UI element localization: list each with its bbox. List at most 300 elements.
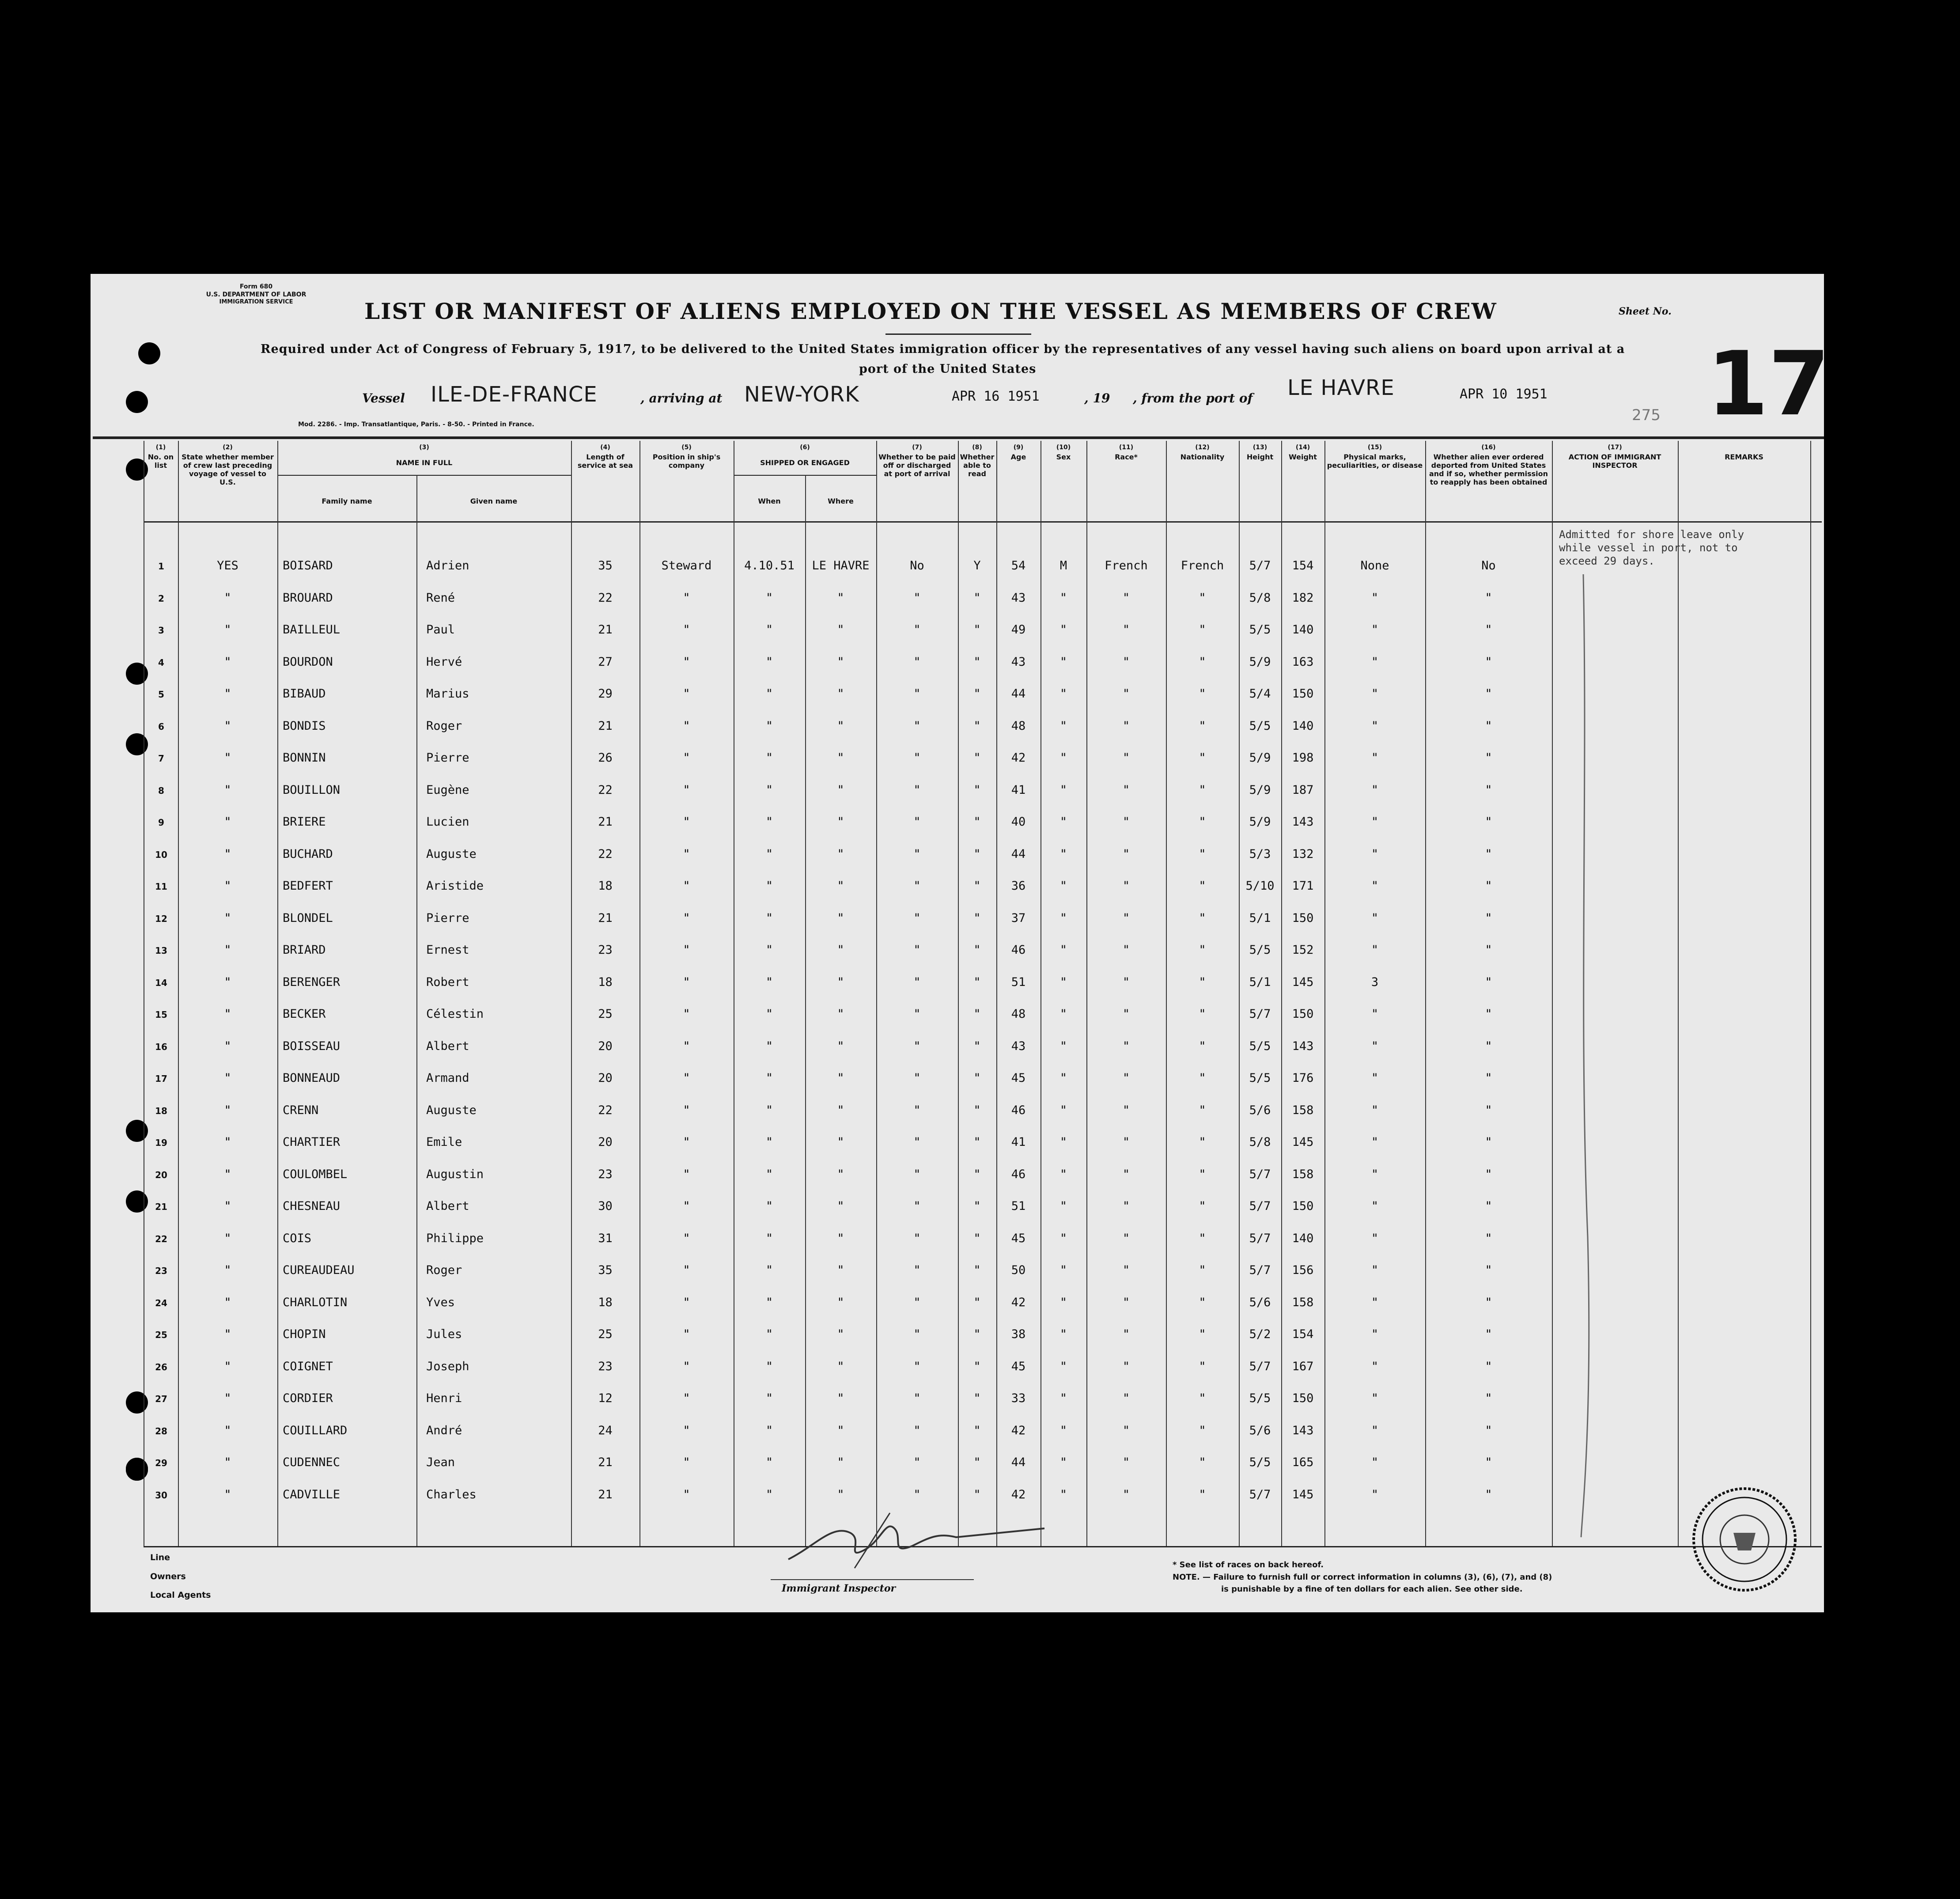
cell-read: ": [973, 1039, 981, 1053]
cell-prev: ": [224, 623, 231, 637]
cell-read: ": [973, 943, 981, 957]
cell-age: 42: [1011, 751, 1026, 765]
cell-race: ": [1122, 1487, 1130, 1501]
cell-deported: ": [1485, 1071, 1492, 1085]
cell-service: 18: [598, 975, 613, 989]
column-header-c12: Nationality: [1180, 453, 1225, 461]
row-number: 15: [155, 1009, 167, 1020]
cell-family: COIS: [283, 1231, 312, 1245]
cell-family: CRENN: [283, 1103, 319, 1117]
cell-sex: ": [1059, 815, 1067, 829]
cell-deported: ": [1485, 719, 1492, 733]
cell-nat: ": [1199, 1167, 1206, 1181]
cell-nat: ": [1199, 751, 1206, 765]
cell-sex: ": [1059, 1359, 1067, 1373]
column-header-c8: Whether able to read: [960, 453, 995, 478]
cell-position: ": [683, 1103, 690, 1117]
cell-where: ": [837, 1167, 844, 1181]
cell-where: ": [837, 719, 844, 733]
column-number-c12: (12): [1195, 444, 1210, 451]
cell-prev: ": [224, 783, 231, 797]
cell-when: ": [765, 1007, 773, 1021]
cell-height: 5/5: [1249, 1039, 1271, 1053]
cell-height: 5/9: [1249, 655, 1271, 669]
cell-when: ": [765, 1295, 773, 1309]
row-number: 6: [158, 721, 164, 732]
cell-paid: ": [913, 1231, 921, 1245]
cell-prev: ": [224, 655, 231, 669]
cell-when: ": [765, 1263, 773, 1277]
column-line: [639, 441, 640, 1546]
cell-nat: ": [1199, 879, 1206, 893]
cell-position: Steward: [661, 559, 712, 572]
cell-deported: ": [1485, 1167, 1492, 1181]
cell-nat: ": [1199, 1423, 1206, 1437]
cell-race: ": [1122, 591, 1130, 605]
cell-age: 40: [1011, 815, 1026, 829]
cell-read: ": [973, 1359, 981, 1373]
cell-nat: French: [1181, 559, 1224, 572]
cell-height: 5/4: [1249, 687, 1271, 701]
cell-nat: ": [1199, 1071, 1206, 1085]
cell-where: ": [837, 815, 844, 829]
underline-title: [885, 334, 1031, 335]
row-number: 3: [158, 625, 164, 636]
cell-read: ": [973, 1327, 981, 1341]
cell-given: Pierre: [426, 751, 469, 765]
cell-read: ": [973, 975, 981, 989]
cell-sex: ": [1059, 1327, 1067, 1341]
cell-given: Albert: [426, 1039, 469, 1053]
cell-race: ": [1122, 1199, 1130, 1213]
cell-height: 5/7: [1249, 1199, 1271, 1213]
cell-position: ": [683, 591, 690, 605]
row-number: 1: [158, 561, 164, 572]
cell-age: 37: [1011, 911, 1026, 925]
cell-given: Adrien: [426, 559, 469, 572]
cell-service: 18: [598, 879, 613, 893]
cell-family: CHARTIER: [283, 1135, 341, 1149]
cell-when: ": [765, 1327, 773, 1341]
cell-when: ": [765, 911, 773, 925]
cell-position: ": [683, 1039, 690, 1053]
column-line: [1281, 441, 1282, 1546]
sub-header-rule: [277, 475, 571, 476]
cell-when: ": [765, 591, 773, 605]
cell-family: BONNIN: [283, 751, 326, 765]
cell-family: BLONDEL: [283, 911, 333, 925]
cell-prev: ": [224, 1039, 231, 1053]
cell-weight: 145: [1292, 1135, 1314, 1149]
cell-given: Jules: [426, 1327, 462, 1341]
cell-where: ": [837, 591, 844, 605]
punch-hole: [126, 1391, 148, 1414]
cell-weight: 198: [1292, 751, 1314, 765]
cell-position: ": [683, 1487, 690, 1501]
cell-race: ": [1122, 1263, 1130, 1277]
cell-deported: ": [1485, 1007, 1492, 1021]
cell-nat: ": [1199, 719, 1206, 733]
cell-where: ": [837, 847, 844, 861]
cell-weight: 140: [1292, 1231, 1314, 1245]
cell-where: ": [837, 1327, 844, 1341]
column-number-c5: (5): [681, 444, 692, 451]
cell-paid: ": [913, 687, 921, 701]
cell-height: 5/7: [1249, 1007, 1271, 1021]
cell-position: ": [683, 943, 690, 957]
cell-age: 50: [1011, 1263, 1026, 1277]
cell-age: 44: [1011, 687, 1026, 701]
cell-prev: ": [224, 847, 231, 861]
form-number: Form 680: [239, 283, 273, 290]
cell-nat: ": [1199, 655, 1206, 669]
row-number: 4: [158, 657, 164, 668]
cell-race: ": [1122, 1391, 1130, 1405]
cell-marks: None: [1360, 559, 1389, 572]
cell-deported: ": [1485, 1295, 1492, 1309]
cell-age: 51: [1011, 975, 1026, 989]
cell-when: ": [765, 815, 773, 829]
cell-weight: 163: [1292, 655, 1314, 669]
cell-paid: ": [913, 1295, 921, 1309]
row-number: 9: [158, 817, 164, 828]
column-number-c13: (13): [1252, 444, 1268, 451]
arrival-date: APR 16 1951: [952, 389, 1040, 404]
cell-height: 5/9: [1249, 815, 1271, 829]
cell-weight: 171: [1292, 879, 1314, 893]
cell-service: 25: [598, 1007, 613, 1021]
cell-prev: ": [224, 815, 231, 829]
cell-family: COUILLARD: [283, 1423, 348, 1437]
departure-port: LE HAVRE: [1287, 375, 1395, 400]
cell-paid: ": [913, 1487, 921, 1501]
row-number: 22: [155, 1233, 167, 1244]
column-line: [1425, 441, 1426, 1546]
cell-race: ": [1122, 1135, 1130, 1149]
cell-family: BRIARD: [283, 943, 326, 957]
given-name-header: Given name: [470, 497, 518, 505]
cell-position: ": [683, 879, 690, 893]
cell-family: COULOMBEL: [283, 1167, 348, 1181]
cell-read: ": [973, 911, 981, 925]
cell-given: Jean: [426, 1456, 455, 1469]
column-number-c17: (17): [1608, 444, 1622, 451]
cell-position: ": [683, 1167, 690, 1181]
column-line: [958, 441, 959, 1546]
row-number: 18: [155, 1105, 167, 1116]
cell-marks: ": [1371, 751, 1379, 765]
cell-deported: ": [1485, 879, 1492, 893]
cell-position: ": [683, 751, 690, 765]
cell-read: Y: [973, 559, 981, 572]
row-number: 28: [155, 1425, 167, 1437]
cell-paid: ": [913, 1135, 921, 1149]
cell-marks: ": [1371, 591, 1379, 605]
cell-weight: 154: [1292, 1327, 1314, 1341]
cell-family: CHOPIN: [283, 1327, 326, 1341]
cell-sex: ": [1059, 783, 1067, 797]
cell-deported: ": [1485, 815, 1492, 829]
column-header-c2: State whether member of crew last preceding voyage of vessel to U.S.: [182, 453, 274, 486]
cell-marks: ": [1371, 1295, 1379, 1309]
departure-date: APR 10 1951: [1460, 387, 1548, 402]
cell-family: CUDENNEC: [283, 1456, 341, 1469]
cell-when: ": [765, 623, 773, 637]
cell-marks: ": [1371, 879, 1379, 893]
cell-prev: ": [224, 1167, 231, 1181]
cell-weight: 150: [1292, 687, 1314, 701]
cell-prev: ": [224, 911, 231, 925]
cell-age: 38: [1011, 1327, 1026, 1341]
cell-position: ": [683, 1135, 690, 1149]
cell-paid: ": [913, 1199, 921, 1213]
cell-weight: 145: [1292, 975, 1314, 989]
cell-marks: ": [1371, 1327, 1379, 1341]
cell-marks: ": [1371, 1423, 1379, 1437]
cell-prev: ": [224, 975, 231, 989]
cell-marks: ": [1371, 687, 1379, 701]
cell-service: 21: [598, 623, 613, 637]
note-line2: is punishable by a fine of ten dollars for each alien. See other side.: [1221, 1584, 1523, 1594]
cell-where: ": [837, 975, 844, 989]
cell-when: ": [765, 687, 773, 701]
column-line: [1810, 441, 1811, 1546]
cell-family: BUCHARD: [283, 847, 333, 861]
column-header-c16: Whether alien ever ordered deported from United States and if so, whether permission to reapply has been obtained: [1429, 453, 1548, 486]
cell-height: 5/1: [1249, 911, 1271, 925]
cell-weight: 145: [1292, 1487, 1314, 1501]
column-header-c14: Weight: [1289, 453, 1317, 461]
cell-height: 5/7: [1249, 1263, 1271, 1277]
cell-weight: 132: [1292, 847, 1314, 861]
cell-where: ": [837, 1487, 844, 1501]
cell-prev: ": [224, 1135, 231, 1149]
cell-where: LE HAVRE: [812, 559, 870, 572]
cell-deported: ": [1485, 1456, 1492, 1469]
cell-age: 45: [1011, 1071, 1026, 1085]
cell-race: ": [1122, 1103, 1130, 1117]
cell-where: ": [837, 879, 844, 893]
column-header-c7: Whether to be paid off or discharged at port of arrival: [878, 453, 956, 478]
cell-deported: ": [1485, 1327, 1492, 1341]
column-header-c6: SHIPPED OR ENGAGED: [760, 459, 850, 467]
row-number: 5: [158, 689, 164, 700]
cell-deported: ": [1485, 1487, 1492, 1501]
cell-weight: 143: [1292, 815, 1314, 829]
cell-race: ": [1122, 1423, 1130, 1437]
cell-deported: ": [1485, 623, 1492, 637]
cell-deported: ": [1485, 783, 1492, 797]
cell-age: 33: [1011, 1391, 1026, 1405]
cell-paid: ": [913, 1263, 921, 1277]
cell-race: ": [1122, 1039, 1130, 1053]
cell-age: 49: [1011, 623, 1026, 637]
cell-nat: ": [1199, 911, 1206, 925]
cell-sex: ": [1059, 975, 1067, 989]
column-line: [1239, 441, 1240, 1546]
row-number: 14: [155, 977, 167, 988]
cell-paid: ": [913, 1007, 921, 1021]
header-top-rule: [93, 436, 1824, 439]
cell-marks: ": [1371, 1487, 1379, 1501]
cell-nat: ": [1199, 1231, 1206, 1245]
cell-prev: ": [224, 943, 231, 957]
cell-family: BRIERE: [283, 815, 326, 829]
cell-family: CORDIER: [283, 1391, 333, 1405]
cell-position: ": [683, 1359, 690, 1373]
column-number-c6: (6): [800, 444, 810, 451]
row-number: 13: [155, 945, 167, 956]
cell-sex: ": [1059, 1007, 1067, 1021]
column-number-c14: (14): [1295, 444, 1310, 451]
cell-sex: ": [1059, 623, 1067, 637]
column-header-c18: REMARKS: [1725, 453, 1763, 461]
cell-deported: ": [1485, 911, 1492, 925]
cell-race: ": [1122, 847, 1130, 861]
cell-service: 21: [598, 719, 613, 733]
cell-position: ": [683, 719, 690, 733]
column-line: [277, 441, 278, 1546]
cell-where: ": [837, 943, 844, 957]
cell-family: BOISARD: [283, 559, 333, 572]
cell-service: 23: [598, 1359, 613, 1373]
column-number-c8: (8): [972, 444, 982, 451]
cell-when: ": [765, 1423, 773, 1437]
cell-position: ": [683, 911, 690, 925]
row-number: 8: [158, 785, 164, 796]
cell-weight: 150: [1292, 1007, 1314, 1021]
cell-deported: ": [1485, 591, 1492, 605]
punch-hole: [126, 1459, 148, 1481]
cell-race: ": [1122, 1071, 1130, 1085]
cell-race: ": [1122, 943, 1130, 957]
column-number-c7: (7): [912, 444, 922, 451]
cell-sex: ": [1059, 591, 1067, 605]
cell-paid: ": [913, 815, 921, 829]
cell-given: Albert: [426, 1199, 469, 1213]
cell-nat: ": [1199, 815, 1206, 829]
cell-race: French: [1105, 559, 1148, 572]
arriving-label: , arriving at: [640, 391, 723, 406]
cell-race: ": [1122, 783, 1130, 797]
cell-prev: ": [224, 1391, 231, 1405]
cell-read: ": [973, 751, 981, 765]
cell-service: 24: [598, 1423, 613, 1437]
cell-height: 5/9: [1249, 751, 1271, 765]
pencil-number: 275: [1632, 406, 1661, 424]
cell-sex: M: [1059, 559, 1067, 572]
cell-race: ": [1122, 1327, 1130, 1341]
cell-marks: ": [1371, 815, 1379, 829]
cell-marks: 3: [1371, 975, 1379, 989]
cell-read: ": [973, 1199, 981, 1213]
cell-paid: No: [910, 559, 924, 572]
cell-race: ": [1122, 1295, 1130, 1309]
column-line: [1086, 441, 1087, 1546]
cell-race: ": [1122, 1231, 1130, 1245]
cell-weight: 140: [1292, 623, 1314, 637]
cell-prev: ": [224, 687, 231, 701]
column-header-c13: Height: [1246, 453, 1274, 461]
cell-read: ": [973, 591, 981, 605]
punch-hole: [126, 663, 148, 685]
cell-age: 46: [1011, 1167, 1026, 1181]
cell-height: 5/3: [1249, 847, 1271, 861]
cell-sex: ": [1059, 751, 1067, 765]
cell-family: BOURDON: [283, 655, 333, 669]
cell-when: ": [765, 655, 773, 669]
cell-age: 46: [1011, 1103, 1026, 1117]
cell-family: CHARLOTIN: [283, 1295, 348, 1309]
cell-family: BERENGER: [283, 975, 341, 989]
cell-read: ": [973, 687, 981, 701]
cell-nat: ": [1199, 1135, 1206, 1149]
cell-when: ": [765, 1071, 773, 1085]
punch-hole: [126, 1120, 148, 1142]
cell-sex: ": [1059, 1103, 1067, 1117]
cell-deported: ": [1485, 1039, 1492, 1053]
cell-service: 22: [598, 1103, 613, 1117]
cell-position: ": [683, 1071, 690, 1085]
cell-service: 30: [598, 1199, 613, 1213]
owners-label: Owners: [150, 1572, 186, 1581]
cell-family: CUREAUDEAU: [283, 1263, 355, 1277]
cell-marks: ": [1371, 655, 1379, 669]
cell-marks: ": [1371, 1007, 1379, 1021]
cell-service: 20: [598, 1135, 613, 1149]
cell-age: 43: [1011, 655, 1026, 669]
cell-height: 5/1: [1249, 975, 1271, 989]
cell-nat: ": [1199, 1263, 1206, 1277]
cell-read: ": [973, 1295, 981, 1309]
cell-service: 21: [598, 911, 613, 925]
column-line: [1324, 441, 1325, 1546]
cell-paid: ": [913, 1423, 921, 1437]
cell-read: ": [973, 1071, 981, 1085]
cell-age: 42: [1011, 1423, 1026, 1437]
cell-age: 45: [1011, 1231, 1026, 1245]
cell-when: ": [765, 719, 773, 733]
inspector-signature: [779, 1506, 1053, 1573]
cell-given: Armand: [426, 1071, 469, 1085]
cell-sex: ": [1059, 911, 1067, 925]
cell-prev: ": [224, 591, 231, 605]
cell-paid: ": [913, 591, 921, 605]
row-number: 29: [155, 1458, 167, 1468]
cell-read: ": [973, 1231, 981, 1245]
cell-family: BROUARD: [283, 591, 333, 605]
cell-age: 44: [1011, 847, 1026, 861]
cell-weight: 152: [1292, 943, 1314, 957]
cell-weight: 158: [1292, 1295, 1314, 1309]
cell-paid: ": [913, 1039, 921, 1053]
cell-paid: ": [913, 1103, 921, 1117]
cell-weight: 158: [1292, 1167, 1314, 1181]
cell-when: ": [765, 1039, 773, 1053]
cell-height: 5/7: [1249, 1167, 1271, 1181]
row-number: 11: [155, 881, 167, 892]
cell-read: ": [973, 1135, 981, 1149]
sheet-number: 17: [1707, 333, 1830, 436]
cell-marks: ": [1371, 783, 1379, 797]
cell-position: ": [683, 1391, 690, 1405]
cell-when: ": [765, 1391, 773, 1405]
cell-service: 35: [598, 559, 613, 572]
cell-sex: ": [1059, 687, 1067, 701]
punch-hole: [126, 391, 148, 413]
cell-nat: ": [1199, 1359, 1206, 1373]
manifest-sheet: [91, 274, 1830, 1612]
